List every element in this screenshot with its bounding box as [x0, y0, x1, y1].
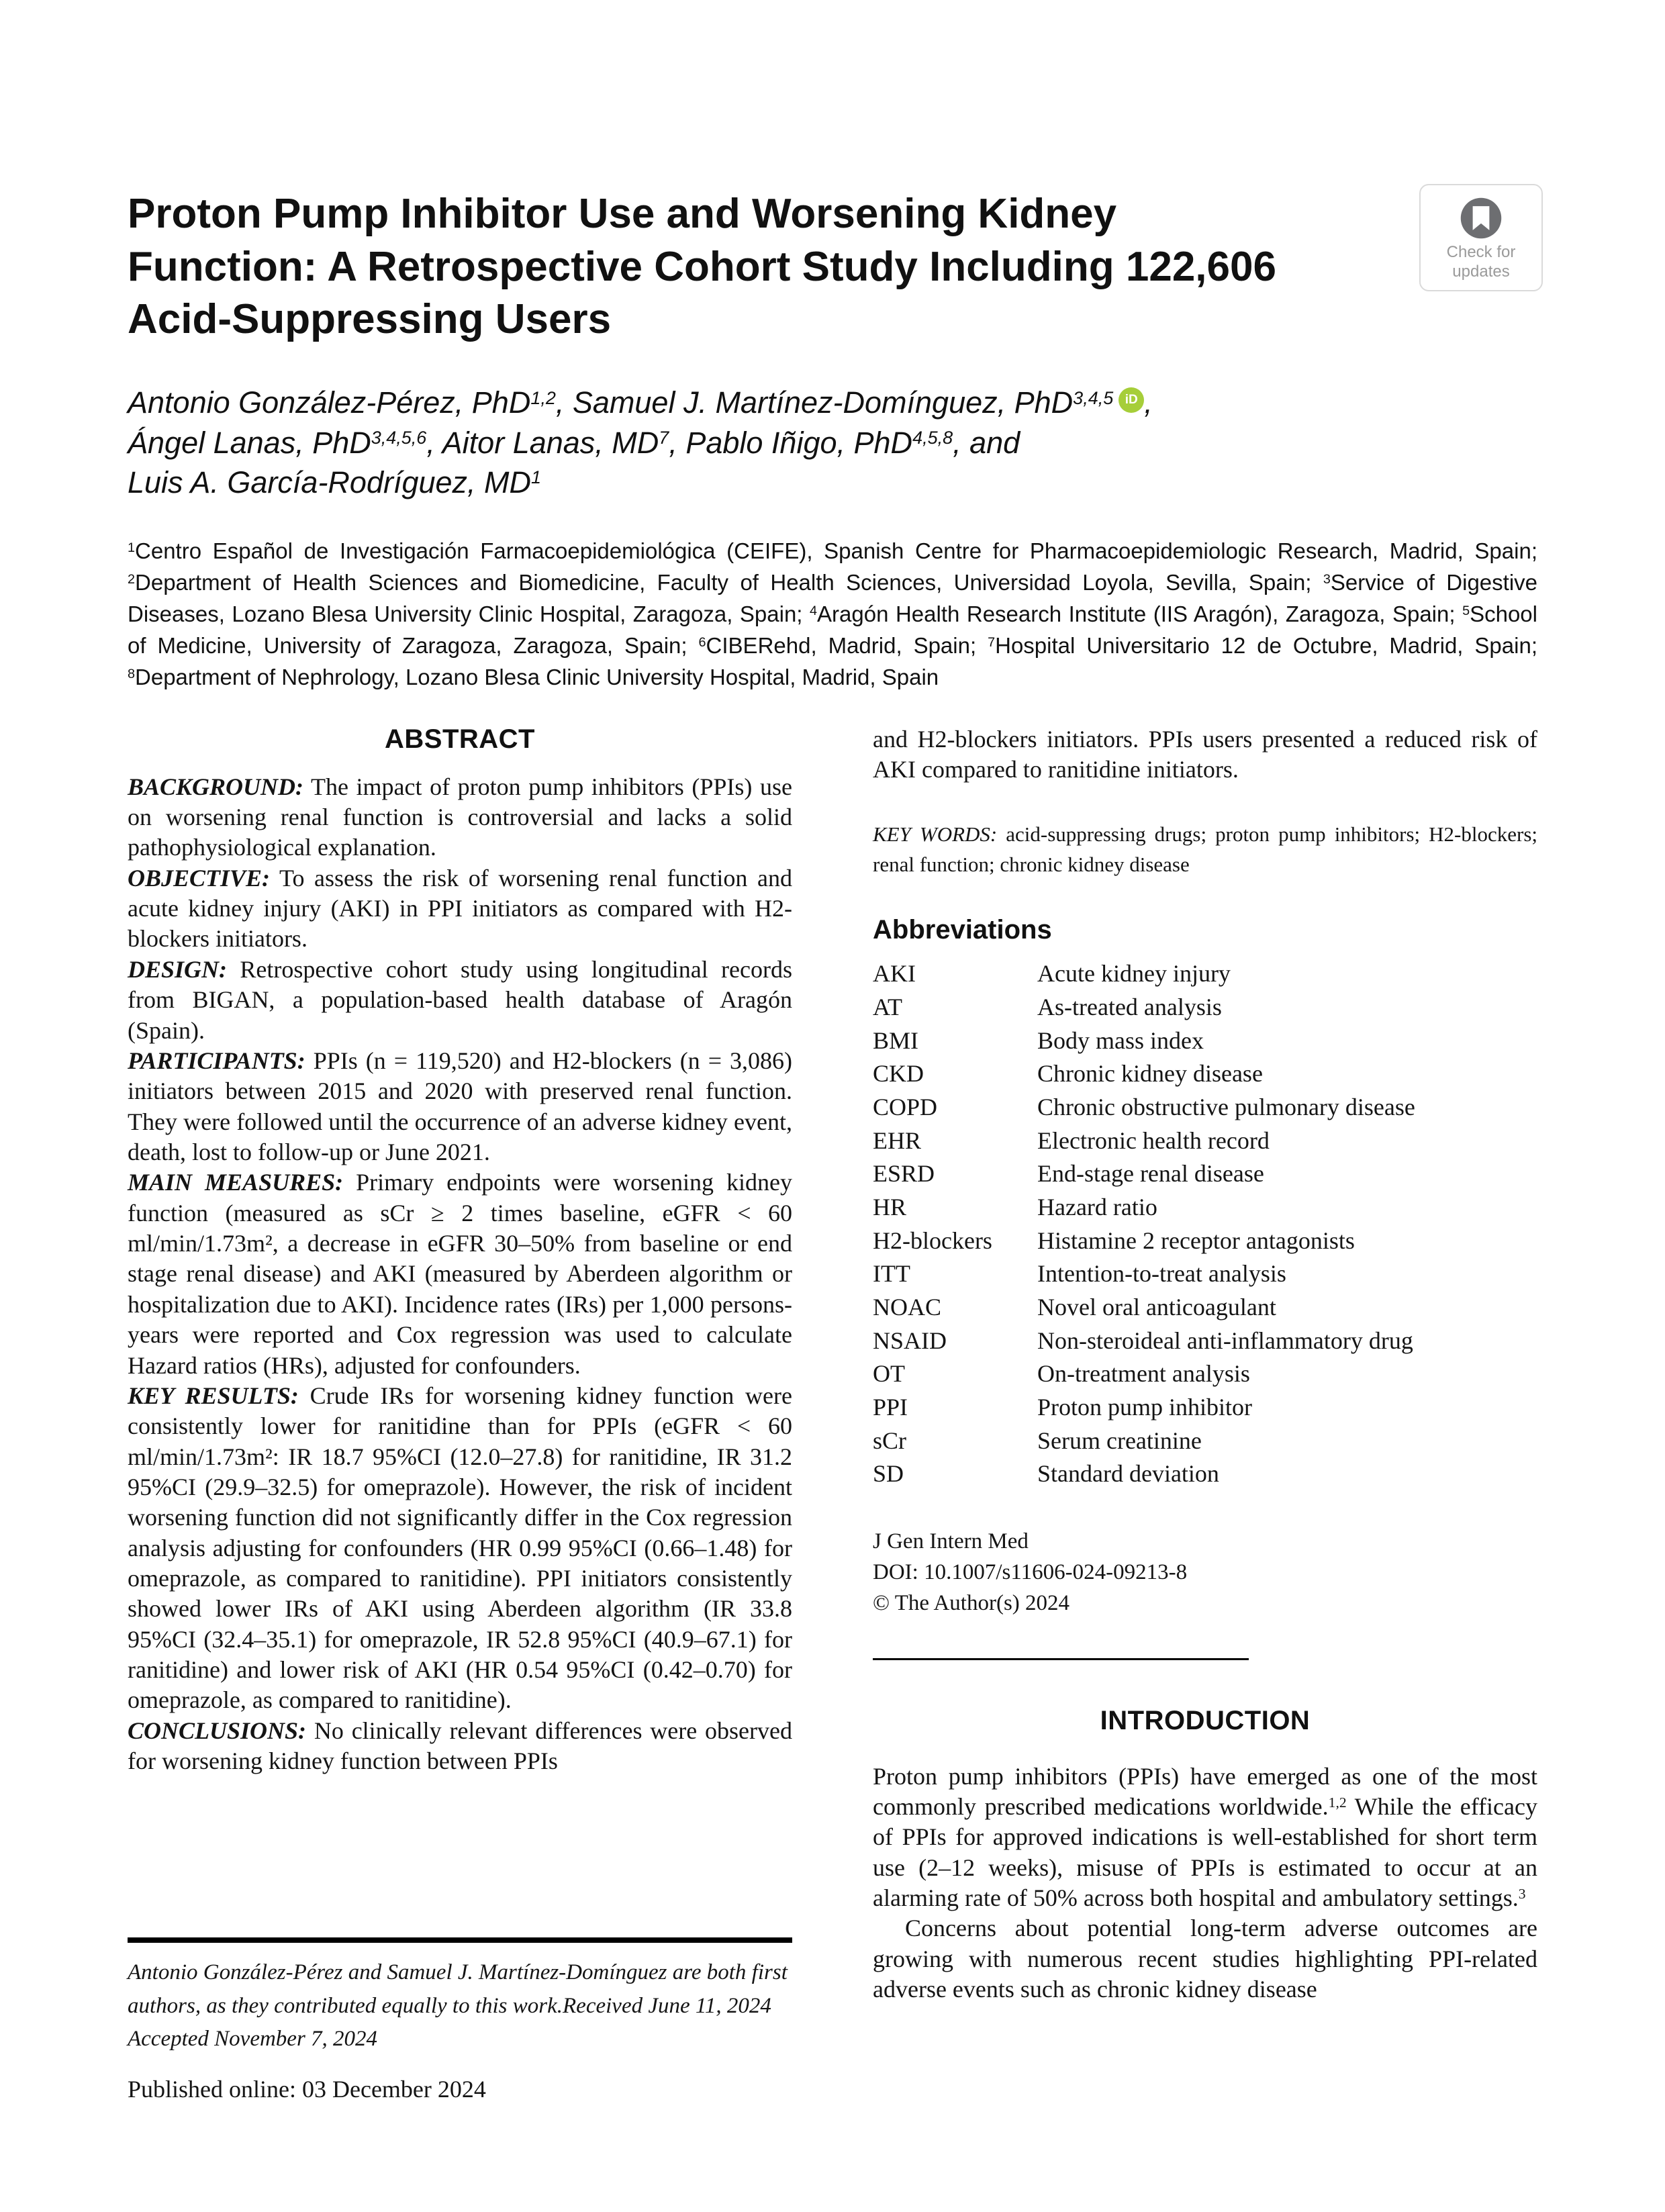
affiliation-text: Department of Nephrology, Lozano Blesa Clinic University Hospital, Madrid, Spain	[135, 664, 939, 689]
crossmark-icon	[1426, 196, 1536, 240]
abstract-section-text: Retrospective cohort study using longitudinal records from BIGAN, a population-based health database of Aragón (Spain).	[128, 955, 793, 1044]
abstract-objective	[128, 863, 792, 955]
abstract-section-label: OBJECTIVE:	[128, 864, 271, 892]
keywords-text: acid-suppressing drugs; proton pump inhibitors; H2-blockers; renal function; chronic kidney disease	[873, 822, 1538, 877]
abbreviation-row	[873, 1357, 1537, 1391]
affiliations	[128, 536, 1537, 693]
abstract-section-text: PPIs (n = 119,520) and H2-blockers (n = 3,086) initiators between 2015 and 2020 with preserved renal function. They were followed until the occurrence of an adverse kidney event, death, lost to follow-up or June 2021.	[128, 1047, 793, 1165]
abstract-section-text: Primary endpoints were worsening kidney function (measured as sCr ≥ 2 times baseline, eGFR < 60 ml/min/1.73m², a decrease in eGFR 30–50% from baseline or end stage renal disease) and AKI (measured by Aberdeen algorithm or hospitalization due to AKI). Incidence rates (IRs) per 1,000 persons-years were reported and Cox regression was used to calculate Hazard ratios (HRs), adjusted for confounders.	[128, 1169, 792, 1379]
published-online-date: Published online: 03 December 2024	[128, 2075, 486, 2103]
affiliation-text: Hospital Universitario 12 de Octubre, Madrid, Spain;	[995, 632, 1537, 658]
abstract-section-label: DESIGN:	[128, 955, 228, 983]
abstract-design	[128, 955, 792, 1046]
check-for-updates-label: Check for updates	[1446, 243, 1516, 281]
author-line-2: Ángel Lanas, PhD$^{3,4,5,6}$, Aitor Lanas, $MD^7$, Pablo Iñigo, PhD$^{4,5,8}$, and	[128, 425, 1020, 460]
abbreviation-definition: Body mass index	[1037, 1026, 1204, 1054]
affiliation-text: Centro Español de Investigación Farmacoepidemiológica (CEIFE), Spanish Centre for Pharmacoepidemiologic Research, Madrid, Spain;	[135, 538, 1537, 564]
abbreviation-definition: Chronic kidney disease	[1037, 1060, 1263, 1088]
abbreviation-term: NSAID	[873, 1327, 947, 1354]
introduction-paragraph-1: Proton pump inhibitors (PPIs) have emerged as one of the most commonly prescribed medications worldwide.$^{1,2}$ While the efficacy of PPIs for approved indications is well-established for short term use (2–12 weeks), misuse of PPIs is estimated to occur at an alarming rate of 50% across both hospital and ambulatory settings.$^3$	[873, 1762, 1537, 1912]
journal-name: J Gen Intern Med	[873, 1529, 1029, 1554]
abstract-section-text: Crude IRs for worsening kidney function were consistently lower for ranitidine than for PPIs (eGFR < 60 ml/min/1.73m²: IR 18.7 95%CI (12.0–27.8) for ranitidine, IR 31.2 95%CI (29.9–32.5) for omeprazole). However, the risk of incident worsening function did not significantly differ in the Cox regression analysis adjusting for confounders (HR 0.99 95%CI (0.66–1.48) for omeprazole, as compared to ranitidine). PPI initiators consistently showed lower IRs of AKI using Aberdeen algorithm (IR 33.8 95%CI (32.4–35.1) for omeprazole, IR 52.8 95%CI (40.9–67.1) for ranitidine) and lower risk of AKI (HR 0.54 95%CI (0.42–0.70) for omeprazole, as compared to ranitidine).	[128, 1382, 792, 1714]
abbreviation-definition: Chronic obstructive pulmonary disease	[1037, 1093, 1415, 1120]
abbreviation-row	[873, 1191, 1537, 1224]
abstract-section-text: No clinically relevant differences were observed for worsening kidney function between PPIs	[128, 1717, 792, 1775]
abbreviation-row	[873, 1291, 1537, 1325]
abbreviation-definition: Novel oral anticoagulant	[1037, 1293, 1276, 1320]
abbreviations-heading: Abbreviations	[873, 915, 1052, 945]
affiliation-text: Aragón Health Research Institute (IIS Aragón), Zaragoza, Spain;	[817, 602, 1463, 627]
author-name: , Aitor Lanas, MD	[426, 425, 659, 460]
abbreviation-definition: Standard deviation	[1037, 1460, 1219, 1488]
abbreviation-row	[873, 1257, 1537, 1291]
affiliation-number: 2	[128, 572, 136, 587]
abbreviation-definition: Hazard ratio	[1037, 1193, 1157, 1220]
abbreviation-row	[873, 957, 1537, 991]
abbreviation-definition: Non-steroideal anti-inflammatory drug	[1037, 1327, 1413, 1354]
section-divider	[873, 1658, 1249, 1660]
author-name: Ángel Lanas, PhD	[128, 425, 371, 460]
journal-info	[873, 1526, 1537, 1619]
abbreviation-definition: Acute kidney injury	[1037, 960, 1231, 988]
abstract-conclusions-continuation: and H2-blockers initiators. PPIs users presented a reduced risk of AKI compared to ranitidine initiators.	[873, 725, 1537, 783]
affiliation-text: Department of Health Sciences and Biomedicine, Faculty of Health Sciences, Universidad Loyola, Sevilla, Spain;	[135, 570, 1323, 595]
abstract-participants	[128, 1046, 792, 1167]
affiliation-number: 4	[810, 604, 818, 619]
footnote-divider	[128, 1937, 792, 1943]
abbreviation-term: ESRD	[873, 1160, 935, 1188]
author-line-1: Antonio González-Pérez, PhD$^{1,2}$, Samuel J. Martínez-Domínguez, PhD$^{3,4,5}$ iD ,	[128, 385, 1153, 420]
abbreviation-definition: Proton pump inhibitor	[1037, 1394, 1253, 1421]
affiliation-number: 5	[1462, 604, 1470, 619]
accepted-date: Accepted November 7, 2024	[128, 2027, 378, 2051]
article-title	[128, 188, 1390, 346]
introduction-paragraph-2: Concerns about potential long-term adverse outcomes are growing with numerous recent studies highlighting PPI-related adverse events such as chronic kidney disease	[873, 1915, 1537, 2003]
author-affiliation-sup: 4,5,8	[912, 428, 953, 448]
abbreviation-term: OT	[873, 1360, 905, 1388]
abstract-section-text: The impact of proton pump inhibitors (PPIs) use on worsening renal function is controversial and lacks a solid pathophysiological explanation.	[128, 773, 792, 861]
author-affiliation-sup: 3,4,5	[1073, 387, 1114, 408]
abbreviation-row	[873, 1124, 1537, 1158]
copyright-line: © The Author(s) 2024	[873, 1591, 1070, 1616]
abbreviation-definition: Intention-to-treat analysis	[1037, 1260, 1286, 1288]
abbreviation-term: HR	[873, 1193, 907, 1220]
abstract-section-label: MAIN MEASURES:	[128, 1169, 344, 1196]
affiliation-text: School of Medicine, University of Zaragoza, Zaragoza, Spain;	[128, 602, 1537, 658]
abbreviation-term: COPD	[873, 1093, 938, 1120]
abstract-conclusions	[128, 1716, 792, 1777]
affiliation-text: CIBERehd, Madrid, Spain;	[706, 632, 988, 658]
author-name: Antonio González-Pérez, PhD	[128, 385, 531, 420]
citation-ref[interactable]: 3	[1518, 1886, 1526, 1903]
abbreviation-term: sCr	[873, 1427, 907, 1454]
abbreviation-definition: Histamine 2 receptor antagonists	[1037, 1227, 1355, 1254]
check-for-updates-badge[interactable]	[1419, 184, 1543, 291]
masthead	[128, 188, 1537, 693]
title-line-1: Proton Pump Inhibitor Use and Worsening Kidney	[128, 191, 1117, 237]
citation-ref[interactable]: 1,2	[1328, 1794, 1347, 1811]
abstract-section-label: CONCLUSIONS:	[128, 1717, 307, 1744]
abstract-key-results	[128, 1381, 792, 1716]
abbreviation-definition: End-stage renal disease	[1037, 1160, 1264, 1188]
abbreviation-term: BMI	[873, 1026, 919, 1054]
abstract-section-text: To assess the risk of worsening renal function and acute kidney injury (AKI) in PPI initiators as compared with H2-blockers initiators.	[128, 864, 792, 953]
right-column	[873, 724, 1537, 2005]
author-name: , Samuel J. Martínez-Domínguez, PhD	[555, 385, 1074, 420]
author-affiliation-sup: 1,2	[530, 387, 556, 408]
author-list	[128, 383, 1537, 502]
author-line-3	[128, 463, 1537, 502]
keywords	[873, 820, 1537, 880]
abbreviation-term: AKI	[873, 960, 916, 988]
abstract-main-measures	[128, 1167, 792, 1381]
abstract-section-label: BACKGROUND:	[128, 773, 304, 800]
abbreviation-row	[873, 1024, 1537, 1058]
abstract-heading: ABSTRACT	[385, 724, 535, 754]
abbreviation-row	[873, 1057, 1537, 1091]
affiliation-number: 8	[128, 666, 136, 681]
abbreviation-row	[873, 1091, 1537, 1124]
affiliation-number: 3	[1323, 572, 1331, 587]
abbreviation-row	[873, 1157, 1537, 1191]
abbreviation-definition: As-treated analysis	[1037, 993, 1222, 1020]
footnote-block	[128, 1937, 792, 2103]
abbreviation-term: CKD	[873, 1060, 924, 1088]
doi-line: DOI: 10.1007/s11606-024-09213-8	[873, 1560, 1188, 1585]
abbreviation-row	[873, 1224, 1537, 1258]
abbreviation-term: PPI	[873, 1394, 908, 1421]
abstract-background	[128, 772, 792, 863]
introduction-heading: INTRODUCTION	[1100, 1705, 1311, 1735]
abbreviation-term: EHR	[873, 1126, 921, 1154]
abbreviation-definition: Serum creatinine	[1037, 1427, 1202, 1454]
author-name: , Pablo Iñigo, PhD	[669, 425, 913, 460]
abbreviation-term: AT	[873, 993, 902, 1020]
abstract-section-label: KEY RESULTS:	[128, 1382, 299, 1409]
author-affiliation-sup: 1	[531, 467, 542, 488]
abbreviation-term: H2-blockers	[873, 1227, 992, 1254]
title-line-3: Acid-Suppressing Users	[128, 296, 612, 343]
abstract-section-label: PARTICIPANTS:	[128, 1047, 305, 1074]
abbreviation-row	[873, 1425, 1537, 1458]
keywords-label: KEY WORDS:	[873, 822, 998, 847]
abbreviation-row	[873, 1457, 1537, 1491]
author-affiliation-sup: 7	[659, 428, 669, 448]
abbreviation-definition: On-treatment analysis	[1037, 1360, 1250, 1388]
author-affiliation-sup: 3,4,5,6	[371, 428, 427, 448]
abbreviation-term: SD	[873, 1460, 904, 1488]
affiliation-number: 7	[988, 635, 996, 651]
equal-contribution-note: Antonio González-Pérez and Samuel J. Martínez-Domínguez are both first authors, as they contributed equally to this work.Received June 11, 2024	[128, 1960, 788, 2018]
affiliation-number: 6	[698, 635, 706, 651]
abbreviation-row	[873, 1325, 1537, 1358]
author-name: Luis A. García-Rodríguez, MD	[128, 465, 532, 499]
abbreviation-row	[873, 991, 1537, 1024]
orcid-icon[interactable]: iD	[1119, 387, 1144, 413]
left-column	[128, 724, 792, 1777]
abbreviation-term: NOAC	[873, 1293, 942, 1320]
abbreviation-row	[873, 1391, 1537, 1425]
abbreviations-list	[873, 957, 1537, 1491]
affiliation-text: Service of Digestive Diseases, Lozano Blesa University Clinic Hospital, Zaragoza, Spain;	[128, 570, 1538, 627]
abbreviation-definition: Electronic health record	[1037, 1126, 1270, 1154]
two-column-body	[128, 724, 1537, 2005]
affiliation-number: 1	[128, 540, 136, 556]
abbreviation-term: ITT	[873, 1260, 910, 1288]
title-line-2: Function: A Retrospective Cohort Study Including 122,606	[128, 243, 1276, 290]
